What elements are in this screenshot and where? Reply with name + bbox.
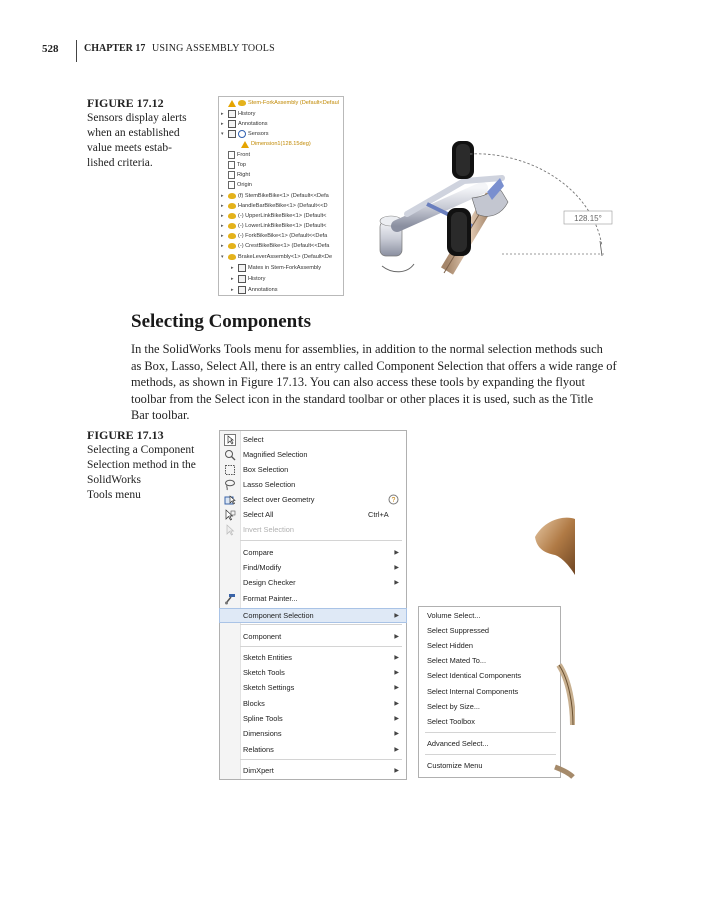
mates-icon xyxy=(238,264,246,272)
menu-item-box-selection[interactable]: Box Selection xyxy=(220,463,406,476)
tree-item[interactable]: Origin xyxy=(221,180,252,190)
tools-menu xyxy=(219,430,407,780)
submenu-arrow-icon: ▶ xyxy=(394,768,399,774)
part-icon xyxy=(228,193,236,199)
menu-item-sketch-tools[interactable]: Sketch Tools ▶ xyxy=(243,668,399,677)
submenu-item-volume-select[interactable]: Volume Select... xyxy=(427,611,481,620)
tree-item[interactable]: ▸ (-) LowerLinkBikeBike<1> (Default< xyxy=(221,223,327,229)
submenu-item-select-internal-components[interactable]: Select Internal Components xyxy=(427,687,519,696)
figure-label: FIGURE 17.13 xyxy=(87,428,164,442)
submenu-arrow-icon: ▶ xyxy=(394,731,399,737)
submenu-arrow-icon: ▶ xyxy=(394,613,399,619)
figure-17-12-caption xyxy=(87,96,187,171)
menu-item-blocks[interactable]: Blocks ▶ xyxy=(243,699,399,708)
submenu-item-customize-menu[interactable]: Customize Menu xyxy=(427,761,483,770)
tree-item[interactable]: ▸ History xyxy=(221,111,256,117)
header-divider xyxy=(76,40,77,62)
tree-item[interactable]: ▾ Sensors xyxy=(221,131,269,137)
menu-divider xyxy=(240,624,402,625)
menu-item-component[interactable]: Component ▶ xyxy=(243,632,399,641)
tree-item[interactable]: ▸ (f) StemBikeBike<1> (Default<<Defa xyxy=(221,193,329,199)
origin-icon xyxy=(228,181,235,189)
submenu-item-select-suppressed[interactable]: Select Suppressed xyxy=(427,626,490,635)
magnifier-icon xyxy=(224,449,236,461)
assembly-icon xyxy=(238,100,246,106)
stem-fork-render xyxy=(352,96,617,296)
menu-divider xyxy=(240,759,402,760)
tree-item[interactable]: ▸ Annotations xyxy=(221,121,268,127)
page-number: 528 xyxy=(42,43,59,55)
tree-item[interactable]: Top xyxy=(221,160,246,170)
menu-item-lasso-selection[interactable]: Lasso Selection xyxy=(220,478,406,491)
submenu-arrow-icon: ▶ xyxy=(394,716,399,722)
tree-item[interactable]: ▸ Annotations xyxy=(231,287,278,293)
caption-text: Selecting a Component Selection method in the SolidWorks Tools menu xyxy=(87,444,196,501)
menu-item-component-selection[interactable]: Component Selection ▶ xyxy=(220,609,406,622)
submenu-item-select-hidden[interactable]: Select Hidden xyxy=(427,641,474,650)
part-icon xyxy=(228,203,236,209)
submenu-arrow-icon: ▶ xyxy=(394,685,399,691)
box-selection-icon xyxy=(224,464,236,476)
tree-item[interactable]: ▸ (-) UpperLinkBikeBike<1> (Default< xyxy=(221,213,327,219)
submenu-item-select-toolbox[interactable]: Select Toolbox xyxy=(427,717,475,726)
menu-divider xyxy=(240,540,402,541)
tree-item[interactable]: Front xyxy=(221,150,250,160)
menu-item-dimensions[interactable]: Dimensions ▶ xyxy=(243,729,399,738)
menu-item-find-modify[interactable]: Find/Modify ▶ xyxy=(243,563,399,572)
tree-item[interactable]: ▸ HandleBarBikeBike<1> (Default<<D xyxy=(221,203,328,209)
menu-item-magnified-selection[interactable]: Magnified Selection xyxy=(220,448,406,461)
subassembly-icon xyxy=(228,254,236,260)
tree-item[interactable]: Right xyxy=(221,170,250,180)
paintbrush-icon xyxy=(224,593,236,605)
tree-item[interactable]: ▸ (-) CrestBikeBike<1> (Default<<Defa xyxy=(221,243,330,249)
submenu-arrow-icon: ▶ xyxy=(394,550,399,556)
menu-item-invert-selection: Invert Selection xyxy=(220,523,406,536)
caption-text: Sensors display alerts when an established value meets estab- lished criteria. xyxy=(87,112,187,169)
menu-item-relations[interactable]: Relations ▶ xyxy=(243,745,399,754)
warning-icon xyxy=(228,100,236,107)
menu-item-sketch-settings[interactable]: Sketch Settings ▶ xyxy=(243,683,399,692)
submenu-arrow-icon: ▶ xyxy=(394,655,399,661)
submenu-item-select-by-size[interactable]: Select by Size... xyxy=(427,702,480,711)
submenu-arrow-icon: ▶ xyxy=(394,701,399,707)
annotations-icon xyxy=(228,120,236,128)
menu-item-select-over-geometry[interactable]: Select over Geometry ? xyxy=(220,493,406,506)
tree-item[interactable]: ▸ Mates in Stem-ForkAssembly xyxy=(231,265,322,271)
tree-item[interactable]: ▸ History xyxy=(231,276,266,282)
saddle-shape xyxy=(535,518,575,575)
submenu-item-select-identical-components[interactable]: Select Identical Components xyxy=(427,671,522,680)
warning-icon xyxy=(241,141,249,148)
lasso-icon xyxy=(224,479,236,491)
select-arrow-icon xyxy=(224,434,236,446)
chapter-label: CHAPTER 17 xyxy=(84,43,146,54)
submenu-arrow-icon: ▶ xyxy=(394,565,399,571)
chapter-title: USING ASSEMBLY TOOLS xyxy=(152,43,275,54)
tree-item-root[interactable]: Stem-ForkAssembly (Default<Defaul xyxy=(221,98,339,108)
part-icon xyxy=(228,243,236,249)
menu-item-design-checker[interactable]: Design Checker ▶ xyxy=(243,578,399,587)
plane-icon xyxy=(228,151,235,159)
select-all-icon xyxy=(224,509,236,521)
submenu-item-advanced-select[interactable]: Advanced Select... xyxy=(427,739,489,748)
figure-17-13-caption xyxy=(87,428,196,503)
menu-item-select[interactable]: Select xyxy=(220,433,406,446)
menu-item-dimxpert[interactable]: DimXpert ▶ xyxy=(243,766,399,775)
submenu-arrow-icon: ▶ xyxy=(394,670,399,676)
angle-callout: 128.15° xyxy=(574,214,602,223)
body-paragraph: In the SolidWorks Tools menu for assemblies, in addition to the normal selection methods such as Box, Lasso, Select All, there is an entry called Component Selection that offers a wide range of methods, as shown in Figure 17.13. You can also access these tools by expanding the flyout toolbar from the Select icon in the standard toolbar or other places it is used, such as the Title Bar toolbar. xyxy=(131,342,617,423)
menu-item-select-all[interactable]: Select All Ctrl+A xyxy=(220,508,406,521)
history-icon xyxy=(238,275,246,283)
plane-icon xyxy=(228,171,235,179)
folder-icon xyxy=(228,130,236,138)
submenu-arrow-icon: ▶ xyxy=(394,634,399,640)
menu-item-compare[interactable]: Compare ▶ xyxy=(243,548,399,557)
sensor-icon xyxy=(238,130,246,138)
tree-item[interactable]: ▾ BrakeLeverAssembly<1> (Default<De xyxy=(221,254,333,260)
annotations-icon xyxy=(238,286,246,294)
svg-text:?: ? xyxy=(391,497,396,504)
section-heading: Selecting Components xyxy=(131,311,311,332)
menu-item-spline-tools[interactable]: Spline Tools ▶ xyxy=(243,714,399,723)
submenu-item-select-mated-to[interactable]: Select Mated To... xyxy=(427,656,487,665)
menu-item-format-painter[interactable]: Format Painter... xyxy=(220,592,406,605)
plane-icon xyxy=(228,161,235,169)
select-geometry-icon xyxy=(224,494,236,506)
part-icon xyxy=(228,213,236,219)
shortcut-label: Ctrl+A xyxy=(368,510,389,519)
feature-manager-tree xyxy=(218,96,344,296)
menu-item-sketch-entities[interactable]: Sketch Entities ▶ xyxy=(243,653,399,662)
bike-background-render xyxy=(525,515,575,780)
submenu-arrow-icon: ▶ xyxy=(394,580,399,586)
part-icon xyxy=(228,223,236,229)
part-icon xyxy=(228,233,236,239)
tree-item[interactable]: ▸ (-) ForkBikeBike<1> (Default<<Defa xyxy=(221,233,328,239)
submenu-arrow-icon: ▶ xyxy=(394,747,399,753)
history-icon xyxy=(228,110,236,118)
help-icon[interactable] xyxy=(388,494,399,507)
invert-selection-icon xyxy=(224,524,236,536)
menu-divider xyxy=(240,646,402,647)
tree-item-sensor-dimension[interactable]: Dimension1(128.15deg) xyxy=(241,139,311,149)
figure-label: FIGURE 17.12 xyxy=(87,96,164,110)
